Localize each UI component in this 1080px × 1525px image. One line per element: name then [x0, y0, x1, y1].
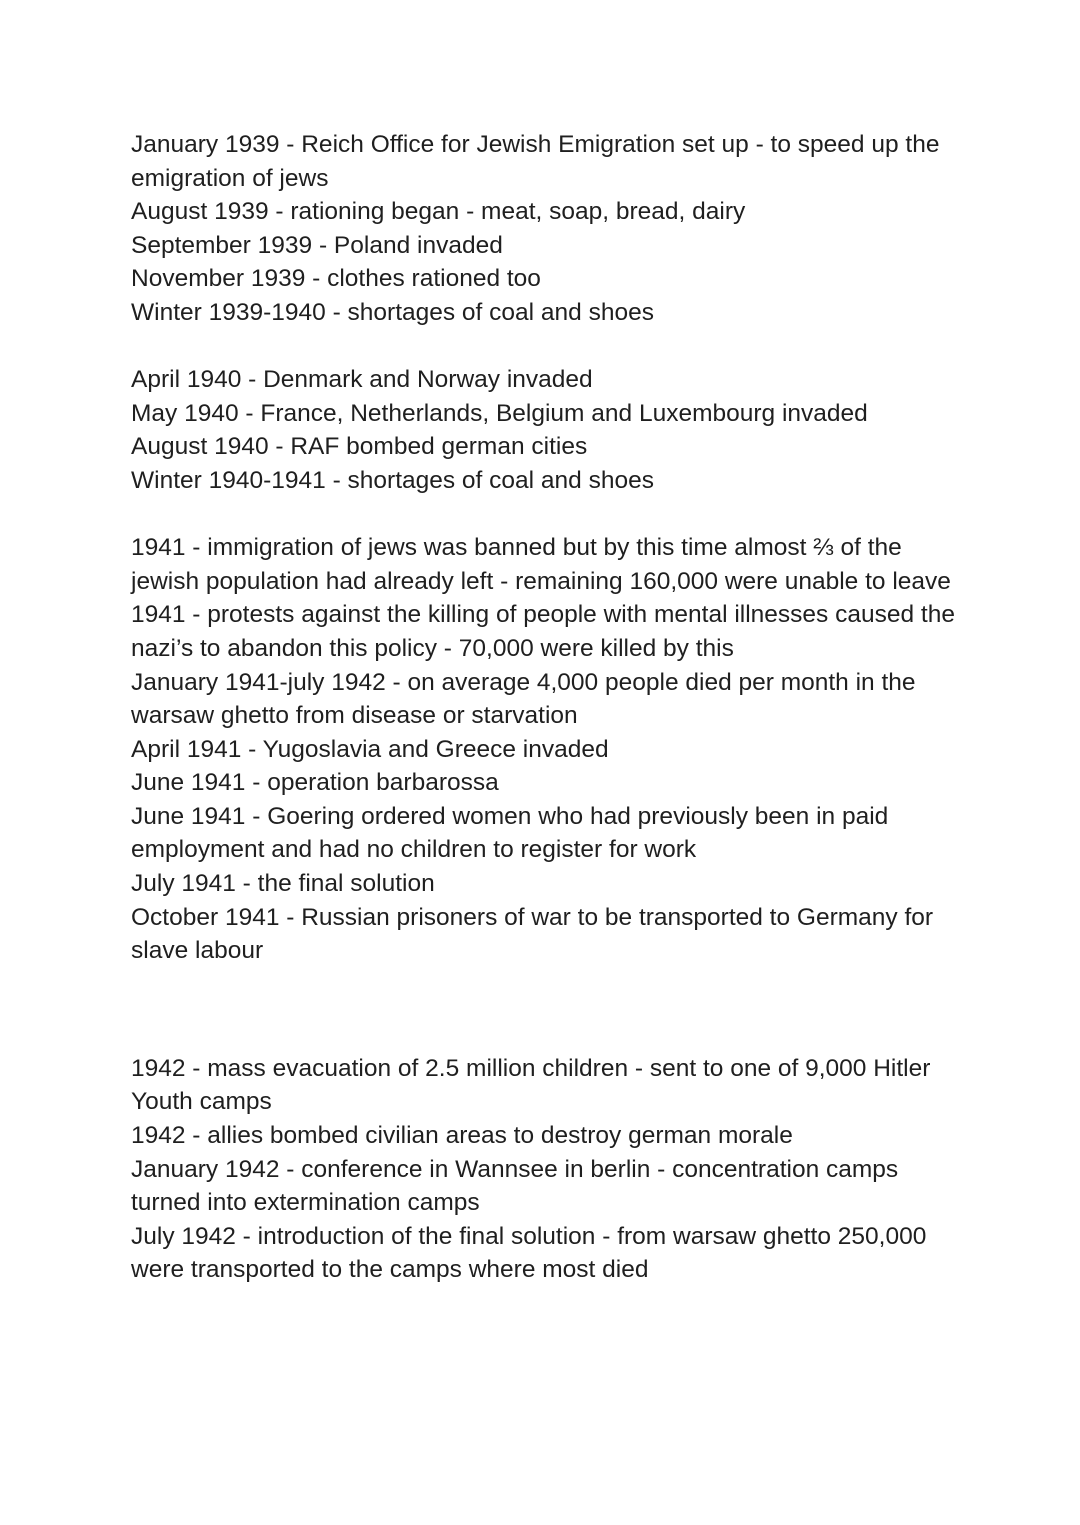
timeline-entry: 1942 - allies bombed civilian areas to destroy german morale	[131, 1122, 793, 1150]
timeline-entry: August 1939 - rationing began - meat, soap, bread, dairy	[131, 198, 746, 226]
timeline-entry: April 1940 - Denmark and Norway invaded	[131, 366, 593, 394]
timeline-entry: Winter 1939-1940 - shortages of coal and shoes	[131, 298, 654, 326]
timeline-section-1939	[131, 128, 961, 330]
timeline-entry: June 1941 - operation barbarossa	[131, 769, 499, 797]
timeline-section-1941	[131, 531, 961, 968]
document-page	[131, 128, 961, 1287]
timeline-entry: October 1941 - Russian prisoners of war to be transported to Germany for slave labour	[131, 903, 934, 965]
timeline-entry: Winter 1940-1941 - shortages of coal and shoes	[131, 466, 654, 494]
section-spacer	[131, 498, 961, 532]
timeline-entry: July 1941 - the final solution	[131, 870, 435, 898]
timeline-entry: September 1939 - Poland invaded	[131, 231, 503, 259]
timeline-entry: May 1940 - France, Netherlands, Belgium and Luxembourg invaded	[131, 399, 868, 427]
timeline-entry: 1941 - protests against the killing of people with mental illnesses caused the nazi’s to abandon this policy - 70,000 were killed by this	[131, 601, 955, 662]
timeline-entry: January 1939 - Reich Office for Jewish Emigration set up - to speed up the emigration of jews	[131, 131, 940, 192]
section-spacer	[131, 968, 961, 1052]
timeline-entry: August 1940 - RAF bombed german cities	[131, 433, 588, 461]
section-spacer	[131, 330, 961, 364]
timeline-entry: 1942 - mass evacuation of 2.5 million children - sent to one of 9,000 Hitler Youth camps	[131, 1054, 931, 1116]
timeline-entry: January 1942 - conference in Wannsee in berlin - concentration camps turned into extermination camps	[131, 1155, 899, 1217]
timeline-entry: January 1941-july 1942 - on average 4,000 people died per month in the warsaw ghetto from disease or starvation	[131, 668, 916, 730]
timeline-section-1940	[131, 363, 961, 497]
timeline-entry: 1941 - immigration of jews was banned but by this time almost ⅔ of the jewish population had already left - remaining 160,000 were unable to leave	[131, 534, 951, 595]
timeline-entry: June 1941 - Goering ordered women who had previously been in paid employment and had no children to register for work	[131, 802, 889, 864]
timeline-section-1942	[131, 1052, 961, 1287]
timeline-entry: April 1941 - Yugoslavia and Greece invaded	[131, 735, 609, 763]
timeline-entry: November 1939 - clothes rationed too	[131, 265, 541, 293]
timeline-entry: July 1942 - introduction of the final solution - from warsaw ghetto 250,000 were transported to the camps where most died	[131, 1222, 927, 1284]
